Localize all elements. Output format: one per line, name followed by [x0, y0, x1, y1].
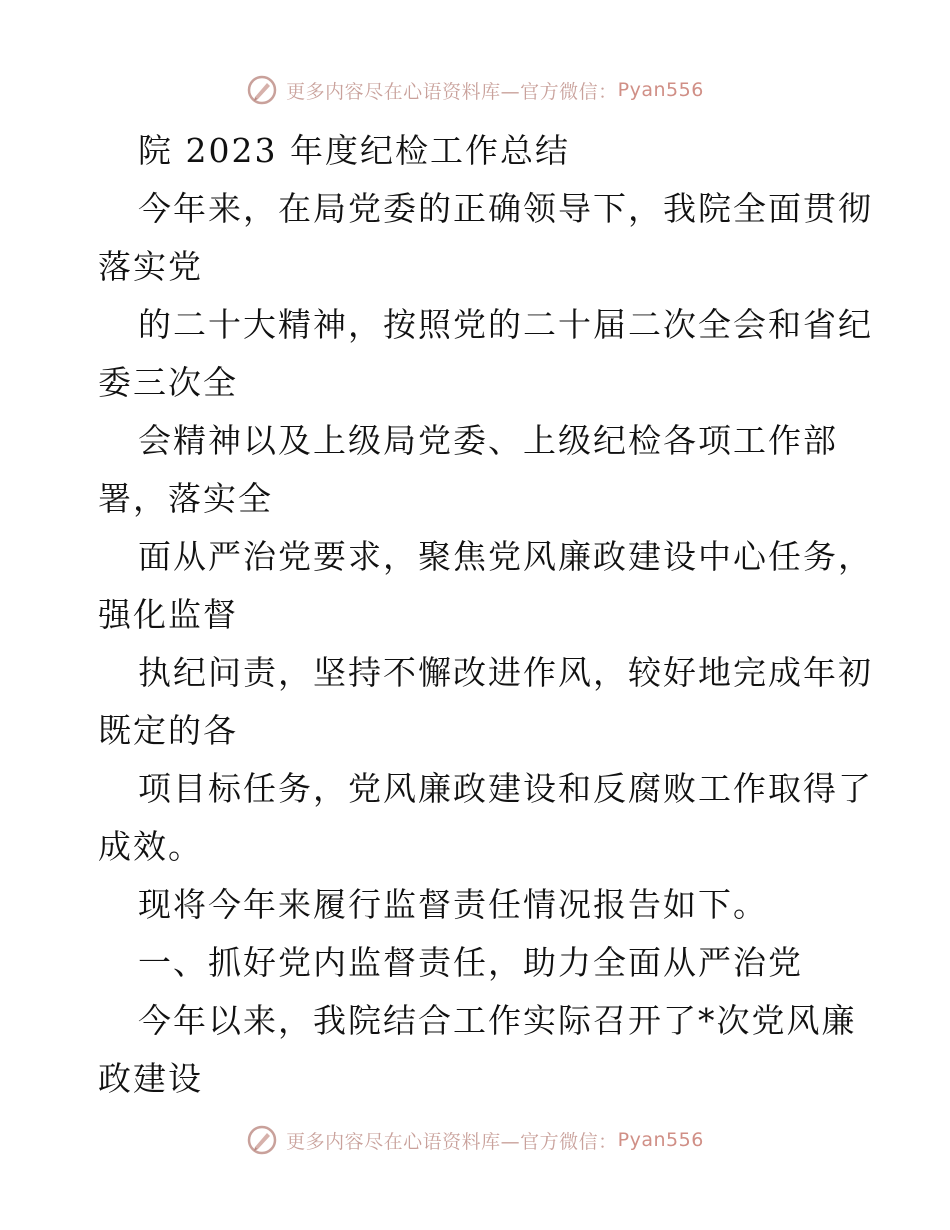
footer-watermark [0, 1118, 950, 1162]
pen-logo-icon [246, 74, 278, 106]
document-body [98, 122, 873, 1108]
paragraph-line: 会精神以及上级局党委、上级纪检各项工作部 [138, 421, 838, 460]
watermark-text: 更多内容尽在心语资料库—官方微信： [286, 1130, 618, 1153]
paragraph-line: 今年以来，我院结合工作实际召开了*次党风廉 [138, 1001, 857, 1040]
paragraph-line: 面从严治党要求，聚焦党风廉政建设中心任务， [138, 537, 873, 576]
document-title: 院 2023 年度纪检工作总结 [138, 131, 570, 170]
paragraph-line: 现将今年来履行监督责任情况报告如下。 [138, 885, 768, 924]
paragraph-line: 委三次全 [98, 363, 238, 402]
paragraph-line: 既定的各 [98, 711, 238, 750]
paragraph-line: 成效。 [98, 827, 203, 866]
header-watermark [0, 68, 950, 112]
paragraph-line: 今年来，在局党委的正确领导下，我院全面贯彻 [138, 189, 873, 228]
pen-logo-icon [246, 1124, 278, 1156]
watermark-wechat-id: Pyan556 [617, 79, 704, 101]
paragraph-line: 落实党 [98, 247, 203, 286]
paragraph-line: 项目标任务，党风廉政建设和反腐败工作取得了 [138, 769, 873, 808]
paragraph-line: 署，落实全 [98, 479, 273, 518]
section-heading: 一、抓好党内监督责任，助力全面从严治党 [138, 943, 803, 982]
watermark-wechat-id: Pyan556 [617, 1129, 704, 1151]
paragraph-line: 执纪问责，坚持不懈改进作风，较好地完成年初 [138, 653, 873, 692]
paragraph-line: 政建设 [98, 1059, 203, 1098]
watermark-text: 更多内容尽在心语资料库—官方微信： [286, 80, 618, 103]
paragraph-line: 强化监督 [98, 595, 238, 634]
paragraph-line: 的二十大精神，按照党的二十届二次全会和省纪 [138, 305, 873, 344]
